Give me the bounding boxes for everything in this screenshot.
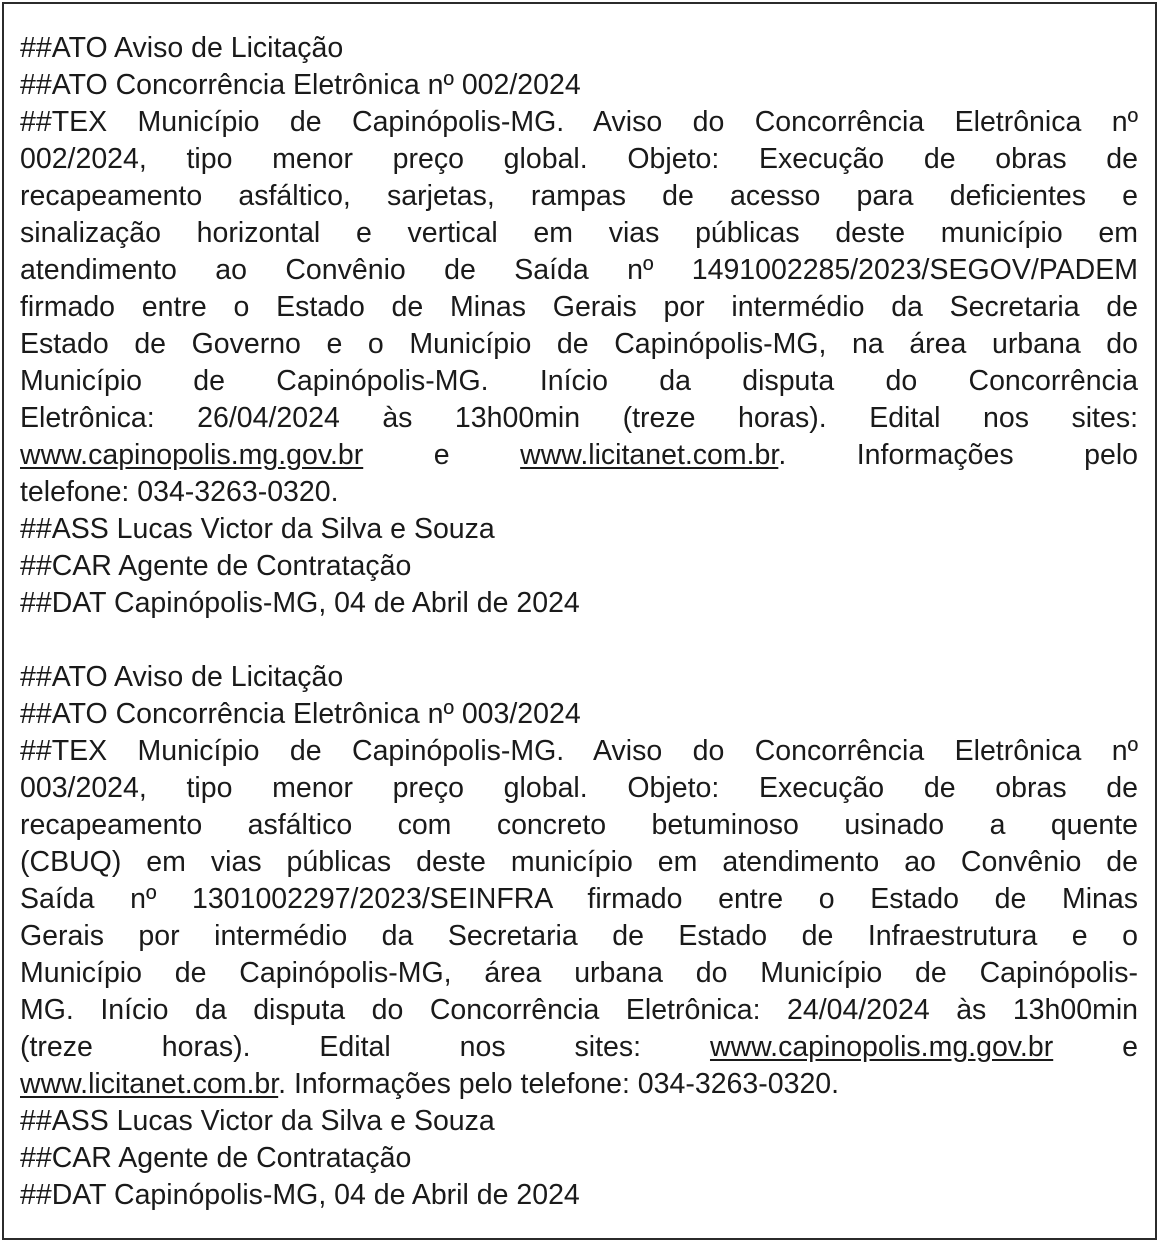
links-conjunction: e [1053, 1031, 1138, 1063]
links-conjunction: e [363, 439, 521, 471]
notice-1-text-line: Estado de Governo e o Município de Capinópolis-MG, na área urbana do [20, 328, 1138, 360]
notice-2-text-line: Gerais por intermédio da Secretaria de Estado de Infraestrutura e o [20, 920, 1138, 952]
notice-2-links-line [20, 1029, 1138, 1066]
notice-1 [20, 30, 1138, 622]
notice-1-text-line: atendimento ao Convênio de Saída nº 1491002285/2023/SEGOV/PADEM [20, 254, 1138, 286]
notice-1-act-title: ##ATO Aviso de Licitação [20, 32, 344, 64]
notice-1-text-line: 002/2024, tipo menor preço global. Objeto: Execução de obras de [20, 143, 1138, 175]
notice-2-text-line: ##TEX Município de Capinópolis-MG. Aviso do Concorrência Eletrônica nº [20, 735, 1138, 767]
notice-1-phone: telefone: 034-3263-0320. [20, 476, 339, 508]
notice-2-text-line: Município de Capinópolis-MG, área urbana do Município de Capinópolis- [20, 957, 1138, 989]
notice-2-date: ##DAT Capinópolis-MG, 04 de Abril de 2024 [20, 1179, 580, 1211]
notice-2-signer: ##ASS Lucas Victor da Silva e Souza [20, 1105, 495, 1137]
capinopolis-site-link[interactable]: www.capinopolis.mg.gov.br [709, 1031, 1054, 1063]
notice-2-text-line: MG. Início da disputa do Concorrência Eletrônica: 24/04/2024 às 13h00min [20, 994, 1138, 1026]
notice-1-act-number: ##ATO Concorrência Eletrônica nº 002/2024 [20, 69, 581, 101]
notice-2-text-line: Saída nº 1301002297/2023/SEINFRA firmado entre o Estado de Minas [20, 883, 1138, 915]
notice-2-text-line: (CBUQ) em vias públicas deste município em atendimento ao Convênio de [20, 846, 1138, 878]
info-prefix: . Informações pelo [778, 439, 1138, 471]
licitanet-site-link[interactable]: www.licitanet.com.br [520, 439, 779, 471]
notice-1-text-line: recapeamento asfáltico, sarjetas, rampas de acesso para deficientes e [20, 180, 1138, 212]
notice-2-text-line: 003/2024, tipo menor preço global. Objeto: Execução de obras de [20, 772, 1138, 804]
notice-1-signer: ##ASS Lucas Victor da Silva e Souza [20, 513, 495, 545]
notice-1-date: ##DAT Capinópolis-MG, 04 de Abril de 2024 [20, 587, 580, 619]
notice-2-role: ##CAR Agente de Contratação [20, 1142, 412, 1174]
notice-2-phone: . Informações pelo telefone: 034-3263-0320. [278, 1068, 840, 1100]
notice-2-text-line: recapeamento asfáltico com concreto betuminoso usinado a quente [20, 809, 1138, 841]
notice-1-text-line: ##TEX Município de Capinópolis-MG. Aviso do Concorrência Eletrônica nº [20, 106, 1138, 138]
notice-1-links-line [20, 437, 1138, 474]
capinopolis-site-link[interactable]: www.capinopolis.mg.gov.br [20, 439, 364, 471]
notice-1-text-line: Município de Capinópolis-MG. Início da disputa do Concorrência [20, 365, 1138, 397]
notices-content [20, 30, 1138, 1214]
sites-prefix: (treze horas). Edital nos sites: [20, 1031, 710, 1063]
notice-2 [20, 659, 1138, 1214]
notice-1-text-line: sinalização horizontal e vertical em vias públicas deste município em [20, 217, 1138, 249]
notice-2-act-title: ##ATO Aviso de Licitação [20, 661, 344, 693]
notice-1-text-line: firmado entre o Estado de Minas Gerais por intermédio da Secretaria de [20, 291, 1138, 323]
notice-separator [20, 622, 1138, 659]
notice-1-role: ##CAR Agente de Contratação [20, 550, 412, 582]
licitanet-site-link[interactable]: www.licitanet.com.br [20, 1068, 279, 1100]
notice-1-text-line: Eletrônica: 26/04/2024 às 13h00min (treze horas). Edital nos sites: [20, 402, 1138, 434]
notice-2-act-number: ##ATO Concorrência Eletrônica nº 003/2024 [20, 698, 581, 730]
notice-2-phone-line [20, 1066, 1138, 1103]
